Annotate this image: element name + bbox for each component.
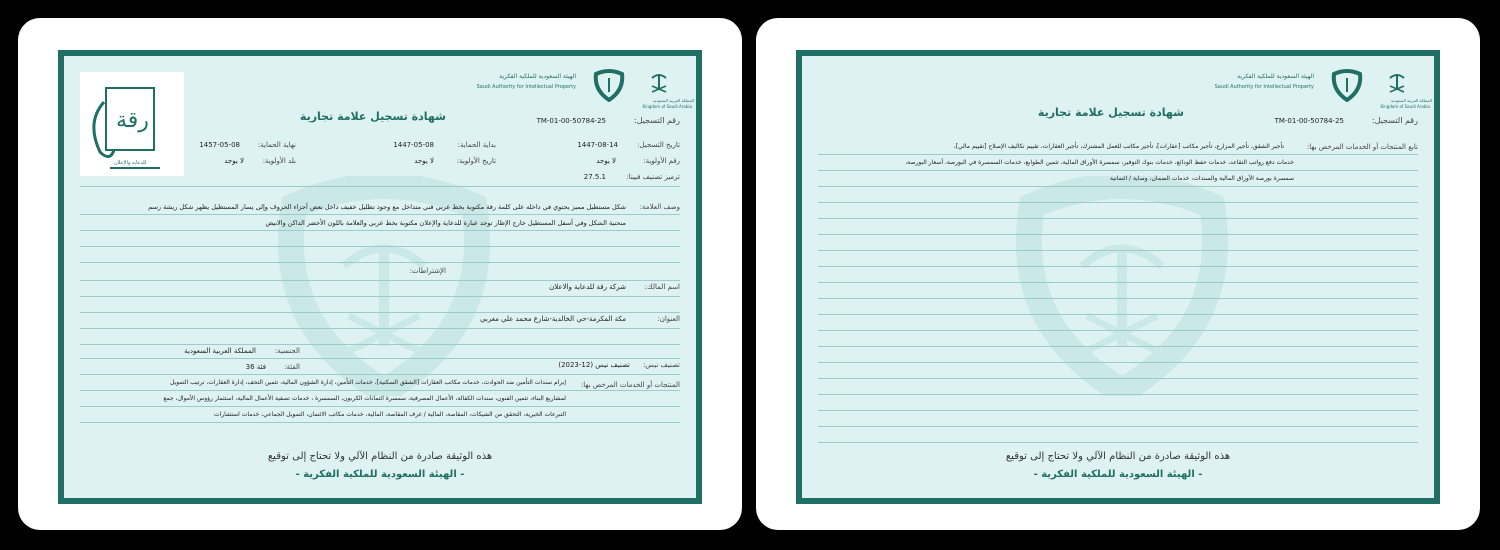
divider — [818, 282, 1418, 283]
certificate-card-page-1 — [18, 18, 742, 530]
goods-line-1: إبرام سندات التأمين ضد الحوادث، خدمات مكاتب العقارات [الشقق السكنية]، خدمات التأمين، إدارة الشؤون المالية، تثمين التحف، إدارة العقارات، ترتيب التمويل — [170, 379, 566, 386]
certificate-card-page-2 — [756, 18, 1480, 530]
nationality-label: الجنسية: — [274, 347, 300, 355]
saip-logo-icon — [1330, 68, 1364, 102]
protection-start-label: بداية الحماية: — [457, 141, 496, 149]
kingdom-name-en: Kingdom of Saudi Arabia — [1380, 104, 1430, 109]
goods-line-3: التبرعات الخيرية، التحقق من الشيكات، المقاصة، المالية / غرف المقاصة، المالية، خدمات مكاتب الائتمان، التمويل الجماعي، خدمات استشارات — [213, 411, 566, 418]
divider — [818, 154, 1418, 155]
divider — [80, 374, 680, 375]
address: مكة المكرمة-حي الخالدية-شارع محمد علي مغربي — [480, 315, 626, 323]
divider — [818, 266, 1418, 267]
vienna-label: ترميز تصنيف فيينا: — [626, 173, 680, 181]
divider — [818, 314, 1418, 315]
priority-number: لا يوجد — [596, 157, 616, 165]
divider — [818, 426, 1418, 427]
divider — [818, 202, 1418, 203]
priority-date-label: تاريخ الأولوية: — [456, 157, 496, 165]
divider — [818, 442, 1418, 443]
registration-date-label: تاريخ التسجيل: — [637, 141, 680, 149]
org-name-ar: الهيئة السعودية للملكية الفكرية — [499, 73, 576, 80]
divider — [80, 344, 680, 345]
trademark-logo-image — [80, 72, 184, 176]
kingdom-name-ar: المملكة العربية السعودية — [1390, 98, 1432, 103]
divider — [80, 214, 680, 215]
footer-note: هذه الوثيقة صادرة من النظام الآلي ولا تحتاج إلى توقيع — [1005, 451, 1231, 462]
divider — [818, 378, 1418, 379]
protection-start: 1447-05-08 — [393, 141, 434, 149]
divider — [818, 186, 1418, 187]
registration-label: رقم التسجيل: — [1371, 116, 1418, 125]
description-line-1: شكل مستطيل مميز يحتوي في داخله على كلمة رقة مكتوبة بخط عربي فني متداخل مع وجود تظليل خفيف داخل بعض أجزاء الحروف وإلى يسار المستطيل يظهر شكل ريشة رسم — [148, 203, 626, 211]
divider — [80, 358, 680, 359]
divider — [80, 230, 680, 231]
priority-date: لا يوجد — [414, 157, 434, 165]
footer-authority: - الهيئة السعودية للملكية الفكرية - — [295, 469, 465, 480]
goods-label: تابع المنتجات أو الخدمات المرخص بها: — [1306, 143, 1418, 151]
divider — [80, 312, 680, 313]
divider — [80, 280, 680, 281]
owner-name: شركة رقة للدعاية والاعلان — [549, 283, 626, 291]
footer-authority: - الهيئة السعودية للملكية الفكرية - — [1033, 469, 1203, 480]
divider — [80, 328, 680, 329]
registration-label: رقم التسجيل: — [633, 116, 680, 125]
divider — [80, 296, 680, 297]
goods-line-1: تأجير الشقق، تأجير المزارع، تأجير مكاتب [عقارات]، تأجير مكاتب للعمل المشترك، تأجير العقارات، تقييم تكاليف الإصلاح [تقييم مالي]، — [953, 143, 1284, 150]
divider — [818, 362, 1418, 363]
priority-number-label: رقم الأولوية: — [643, 157, 680, 165]
description-label: وصف العلامة: — [639, 203, 680, 211]
vienna-code: 27.5.1 — [583, 173, 606, 181]
goods-label: المنتجات أو الخدمات المرخص بها: — [580, 381, 680, 389]
description-line-2: منحنية الشكل وفي أسفل المستطيل خارج الإطار توجد عبارة للدعاية والإعلان مكتوبة بخط عربي والعلامة باللون الأخضر الداكن والابيض — [265, 219, 626, 227]
kingdom-name-ar: المملكة العربية السعودية — [652, 98, 694, 103]
kingdom-emblem-icon — [1386, 70, 1408, 96]
divider — [80, 406, 680, 407]
nice-classification: تصنيف نيس (12-2023) — [558, 361, 630, 369]
divider — [818, 250, 1418, 251]
saip-logo-icon — [592, 68, 626, 102]
priority-country-label: بلد الأولوية: — [262, 157, 296, 165]
divider — [818, 218, 1418, 219]
kingdom-name-en: Kingdom of Saudi Arabia — [642, 104, 692, 109]
divider — [80, 186, 680, 187]
registration-number: TM-01-00-50784-25 — [536, 117, 606, 125]
org-name-ar: الهيئة السعودية للملكية الفكرية — [1237, 73, 1314, 80]
protection-end-label: نهاية الحماية: — [257, 141, 296, 149]
owner-label: اسم المالك: — [644, 283, 680, 291]
nice-label: تصنيف نيس: — [642, 361, 680, 369]
address-label: العنوان: — [657, 315, 680, 323]
conditions-label: الإشتراطات: — [409, 267, 446, 275]
priority-country: لا يوجد — [224, 157, 244, 165]
watermark-emblem-icon — [1002, 176, 1242, 396]
goods-line-2: خدمات دفع رواتب التقاعد، خدمات حفظ الودائع، خدمات بنوك التوفير، سمسرة الأوراق المالية، تثمين الطوابع، خدمات السمسرة في البورصة، أسعار البورصة، — [905, 159, 1294, 166]
certificate-frame — [58, 50, 702, 504]
class-value: فئة 36 — [245, 363, 266, 371]
class-label: الفئة: — [284, 363, 300, 371]
kingdom-emblem-icon — [648, 70, 670, 96]
org-name-en: Saudi Authority for Intellectual Property — [1214, 84, 1314, 90]
divider — [818, 394, 1418, 395]
registration-date: 1447-08-14 — [577, 141, 618, 149]
nationality: المملكة العربية السعودية — [184, 347, 256, 355]
org-name-en: Saudi Authority for Intellectual Property — [476, 84, 576, 90]
divider — [818, 298, 1418, 299]
footer-note: هذه الوثيقة صادرة من النظام الآلي ولا تحتاج إلى توقيع — [267, 451, 493, 462]
divider — [818, 330, 1418, 331]
protection-end: 1457-05-08 — [199, 141, 240, 149]
divider — [80, 262, 680, 263]
divider — [80, 246, 680, 247]
trademark-logo-caption: للدعاية والإعلان — [114, 160, 147, 166]
divider — [80, 390, 680, 391]
goods-line-2: لمشاريع البناء، تثمين الفنون، سندات الكفالة، الأعمال المصرفية، سمسرة ائتمانات الكربون، السمسرة ، خدمات تصفية الأعمال المالية، استثمار رؤوس الأموال، جمع — [163, 395, 566, 402]
registration-number: TM-01-00-50784-25 — [1274, 117, 1344, 125]
certificate-title: شهادة تسجيل علامة تجارية — [1037, 106, 1184, 119]
certificate-frame — [796, 50, 1440, 504]
certificate-title: شهادة تسجيل علامة تجارية — [299, 110, 446, 123]
divider — [818, 346, 1418, 347]
goods-line-3: سمسرة بورصة الأوراق المالية والسندات، خدمات الضمان، وصاية / ائتمانية — [1109, 175, 1294, 182]
divider — [818, 234, 1418, 235]
trademark-logo-text: رقة — [116, 108, 149, 133]
divider — [80, 422, 680, 423]
divider — [818, 170, 1418, 171]
divider — [818, 410, 1418, 411]
